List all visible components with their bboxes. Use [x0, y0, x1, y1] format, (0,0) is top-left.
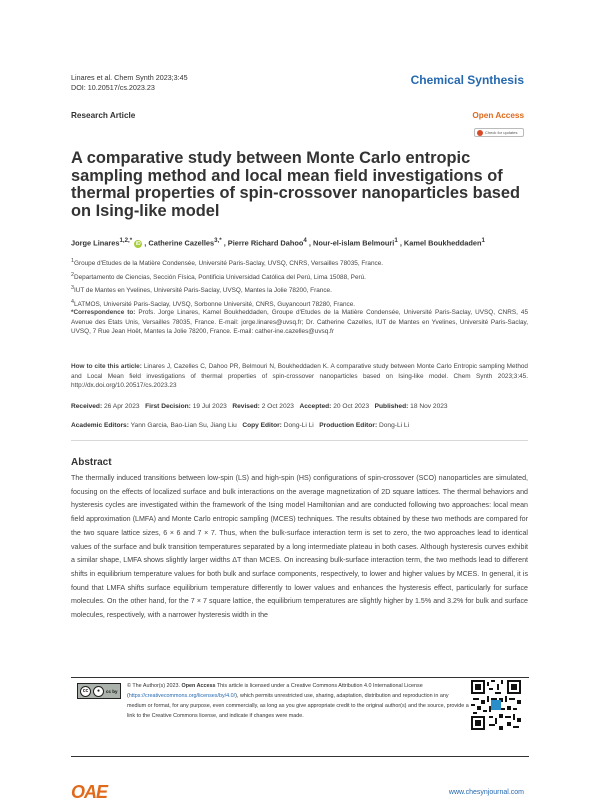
article-type: Research Article: [71, 111, 136, 120]
check-updates-icon: [477, 130, 483, 136]
author-name: Jorge Linares: [71, 238, 120, 248]
abstract-heading: Abstract: [71, 457, 112, 468]
author-affil: 3,*: [214, 237, 222, 244]
author-affil: 1: [481, 237, 485, 244]
qr-code-icon: [471, 680, 521, 730]
cc-badge-text: cc by: [106, 688, 118, 694]
abstract-text: The thermally induced transitions between low-spin (LS) and high-spin (HS) configurations of spin-crossover (SCO) nanoparticles are simulated, focusing on the effects of localized surface and bulk interactions on the average magnetization of 2D square lattices. The thermal behaviors and hysteresis cycles are investigated within the framework of the Ising model Hamiltonian and are conducted following two approaches: local mean field approximation (LMFA) and Monte Carlo entropic sampling (MCES) techniques. The results obtained by these two methods are compared for the two square lattice sizes, 6 × 6 and 7 × 7. Thus, when the bulk-surface interaction term is set to zero, the two approaches lead to identical values of the surface and bulk transition temperatures separated by a long intermediate plateau in both cases. Although hysteresis curves exhibit a similar shape, LMFA shows slightly larger widths ΔT than MCES. On increasing bulk-surface interaction term, the two methods lead to different shifts in equilibrium temperature values for both bulk and surface components, respectively, to lower and higher values by MCES. In general, it is found that LMFA shifts surface equilibrium temperature differently to lower values and enhances the hysteresis effect, particularly for surface molecules. On the other hand, for the 7 × 7 square lattice, the equilibrium temperatures are slightly higher by 1.5% and 3.2% for bulk and surface molecules, respectively, with a narrower hysteresis width in the: [71, 474, 528, 620]
author-affil: 1: [394, 237, 398, 244]
open-access-label: Open Access: [472, 111, 524, 120]
affiliation-item: $^3$IUT de Mantes en Yvelines, Université Paris-Saclay, UVSQ, Mantes la Jolie 78200, France.: [71, 285, 332, 295]
author-affil: 4: [303, 237, 307, 244]
editors: Academic Editors: Yann Garcia, Bao-Lian Su, Jiang Liu Copy Editor: Dong-Li Li Production Editor: Dong-Li Li: [71, 422, 410, 429]
doi-line[interactable]: DOI: 10.20517/cs.2023.23: [71, 83, 155, 92]
by-person-icon: ●: [93, 686, 104, 697]
author-list: [71, 237, 531, 248]
oae-logo: OAE: [71, 782, 108, 802]
publication-dates: Received: 26 Apr 2023 First Decision: 19 Jul 2023 Revised: 2 Oct 2023 Accepted: 20 Oct 2023 Published: 18 Nov 2023: [71, 403, 448, 410]
correspondence-label: *Correspondence to:: [71, 309, 136, 316]
affiliations: [71, 256, 531, 311]
correspondence: [71, 308, 528, 337]
author-name: , Pierre Richard Dahoo: [223, 238, 304, 248]
divider: [71, 440, 528, 441]
affiliation-item: $^4$LATMOS, Université Paris-Saclay, UVSQ, Sorbonne Université, CNRS, Guyancourt 78280, France.: [71, 299, 356, 309]
license-text: © The Author(s) 2023. Open Access This article is licensed under a Creative Commons Attribution 4.0 International License (https://creativecommons.org/licenses/by/4.0/), which permits unrestricted use, sharing, adaptation, distribution and reproduction in any medium or format, for any purpose, even commercially, as long as you give appropriate credit to the original author(s) and the source, provide a link to the Creative Commons license, and indicate if changes were made.: [127, 683, 469, 719]
journal-name[interactable]: Chemical Synthesis: [410, 73, 524, 87]
cc-by-badge-icon[interactable]: [77, 683, 121, 699]
author-affil: 1,2,*: [119, 237, 133, 244]
citation-header: [71, 73, 188, 93]
how-to-cite-text: Linares J, Cazelles C, Dahoo PR, Belmouri N, Boukheddaden K. A comparative study between Monte Carlo Entropic sampling Method and Local Mean field investigations of thermal properties of spin-crossover nanoparticles based on Ising-like model. Chem Synth 2023;3:45. http://dx.doi.org/10.20517/cs.2023.23: [71, 363, 528, 390]
author-name: , Catherine Cazelles: [144, 238, 215, 248]
orcid-icon[interactable]: iD: [135, 240, 141, 247]
check-updates-button[interactable]: [474, 128, 524, 137]
cc-icon: cc: [80, 686, 91, 697]
author-name: , Nour-el-islam Belmouri: [308, 238, 395, 248]
correspondence-text: Profs. Jorge Linares, Kamel Boukheddaden, Groupe d'Etudes de la Matière Condensée, Université Paris-Saclay, UVSQ, CNRS, 45 Avenue des Etats Unis, Versailles 78035, France. E-mail: jorge.linares@uvsq.fr; Dr. Catherine Cazelles, IUT de Mantes en Yvelines, Université Paris-Saclay, UVSQ, 7 Rue Jean Hoët, Mantes la Jolie 78200, France. E-mail: cather-ine.cazelles@uvsq.fr: [71, 309, 528, 336]
check-updates-label: Check for updates: [485, 130, 518, 135]
how-to-cite: [71, 362, 528, 391]
journal-website-link[interactable]: www.chesynjournal.com: [448, 789, 524, 796]
author-name: , Kamel Boukheddaden: [399, 238, 482, 248]
affiliation-item: $^2$Departamento de Ciencias, Sección Física, Pontificia Universidad Católica del Perú, Lima 15088, Perú.: [71, 271, 366, 281]
how-to-cite-label: How to cite this article:: [71, 363, 142, 370]
citation-line: Linares et al. Chem Synth 2023;3:45: [71, 73, 188, 82]
affiliation-item: $^1$Groupe d'Etudes de la Matière Condensée, Université Paris-Saclay, UVSQ, CNRS, Versailles 78035, France.: [71, 258, 384, 268]
article-title: A comparative study between Monte Carlo entropic sampling method and local mean field investigations of thermal properties of spin-crossover nanoparticles based on Ising-like model: [71, 149, 521, 220]
license-link[interactable]: https://creativecommons.org/licenses/by/4.0/: [128, 693, 236, 699]
